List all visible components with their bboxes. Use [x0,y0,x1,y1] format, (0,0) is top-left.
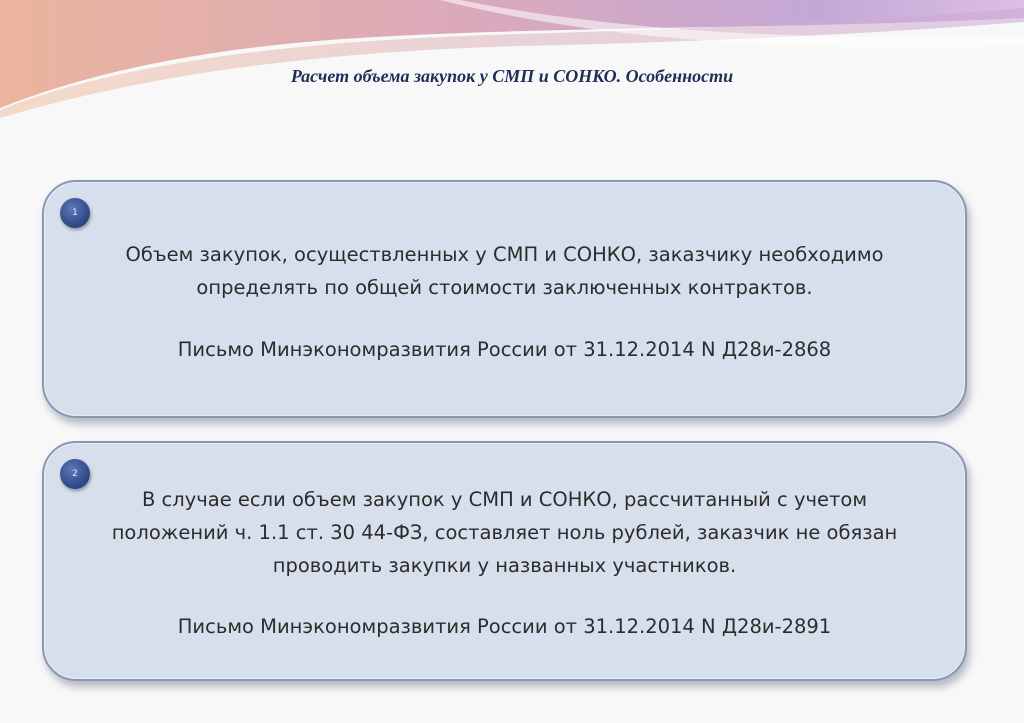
info-card-1 [42,180,967,418]
card-main-text [64,483,945,582]
slide-title: Расчет объема закупок у СМП и СОНКО. Особенности [290,66,734,86]
card-text-line: положений ч. 1.1 ст. 30 44-ФЗ, составляет ноль рублей, заказчик не обязан [111,521,898,544]
number-badge: 1 [60,198,90,228]
card-text-line: определять по общей стоимости заключенных контрактов. [196,276,813,299]
card-main-text [64,238,945,304]
card-text-line: проводить закупки у названных участников. [272,554,737,577]
number-badge: 2 [60,459,90,489]
info-card-2 [42,441,967,681]
card-reference: Письмо Минэкономразвития России от 31.12.2014 N Д28и-2891 [177,615,832,638]
header-swoosh-decoration [0,0,1024,120]
card-reference: Письмо Минэкономразвития России от 31.12.2014 N Д28и-2868 [177,338,832,361]
card-text-line: В случае если объем закупок у СМП и СОНКО, рассчитанный с учетом [141,488,868,511]
card-text-line: Объем закупок, осуществленных у СМП и СОНКО, заказчику необходимо [125,243,884,266]
